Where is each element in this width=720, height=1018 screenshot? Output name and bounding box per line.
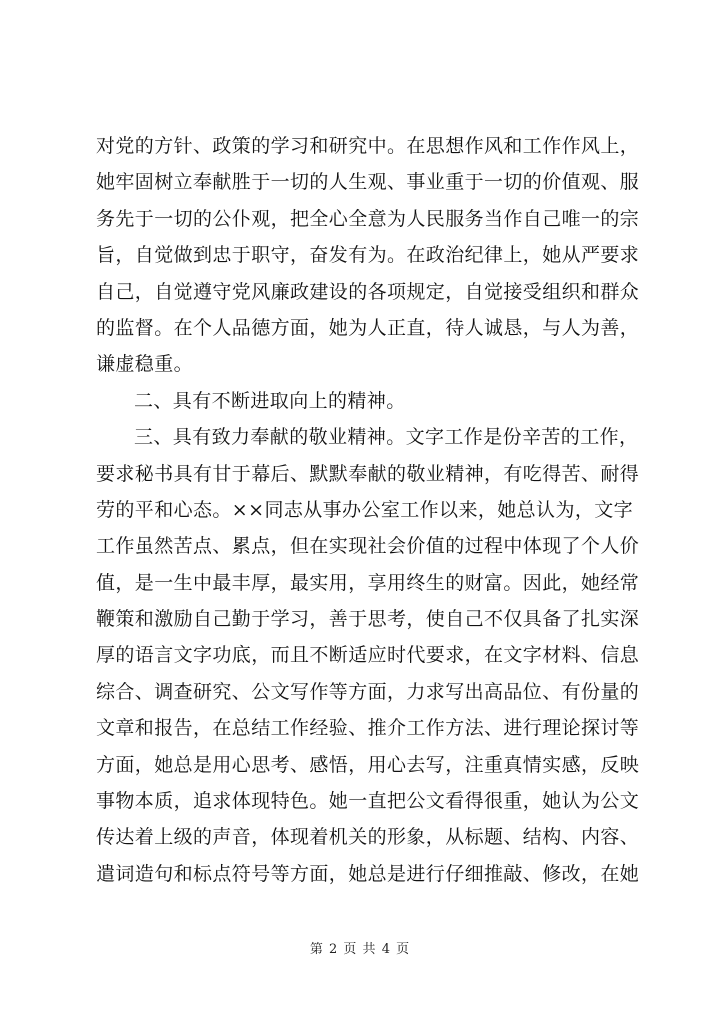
text-line: 值，是一生中最丰厚，最实用，享用终生的财富。因此，她经常 [96,571,640,594]
text-line: 事物本质，追求体现特色。她一直把公文看得很重，她认为公文 [96,790,640,813]
text-line: 她牢固树立奉献胜于一切的人生观、事业重于一切的价值观、服 [96,171,640,194]
text-line: 对党的方针、政策的学习和研究中。在思想作风和工作作风上， [96,135,640,157]
text-line: 谦虚稳重。 [96,353,194,376]
text-line: 要求秘书具有甘于幕后、默默奉献的敬业精神，有吃得苦、耐得 [96,462,640,485]
text-line: 传达着上级的声音，体现着机关的形象，从标题、结构、内容、 [96,826,640,849]
text-line: 劳的平和心态。××同志从事办公室工作以来，她总认为，文字 [96,498,634,521]
section-heading-2: 二、具有不断进取向上的精神。 [134,389,406,412]
text-line: 工作虽然苦点、累点，但在实现社会价值的过程中体现了个人价 [96,535,640,558]
text-line: 厚的语言文字功底，而且不断适应时代要求，在文字材料、信息 [96,644,640,667]
text-line: 文章和报告，在总结工作经验、推介工作方法、进行理论探讨等 [96,717,640,740]
text-line: 鞭策和激励自己勤于学习，善于思考，使自己不仅具备了扎实深 [96,608,640,631]
text-line: 方面，她总是用心思考、感悟，用心去写，注重真情实感，反映 [96,753,640,776]
body-text [96,128,640,892]
text-line: 旨，自觉做到忠于职守，奋发有为。在政治纪律上，她从严要求 [96,244,640,267]
section-heading-3: 三、具有致力奉献的敬业精神。文字工作是份辛苦的工作， [134,426,639,449]
page-number-footer: 第 2 页 共 4 页 [309,942,411,957]
text-line: 自己，自觉遵守党风廉政建设的各项规定，自觉接受组织和群众 [96,280,640,303]
text-line: 务先于一切的公仆观，把全心全意为人民服务当作自己唯一的宗 [96,207,640,230]
text-line: 综合、调查研究、公文写作等方面，力求写出高品位、有份量的 [96,680,640,703]
text-line: 遣词造句和标点符号等方面，她总是进行仔细推敲、修改，在她 [96,862,640,885]
text-line: 的监督。在个人品德方面，她为人正直，待人诚恳，与人为善， [96,316,640,339]
